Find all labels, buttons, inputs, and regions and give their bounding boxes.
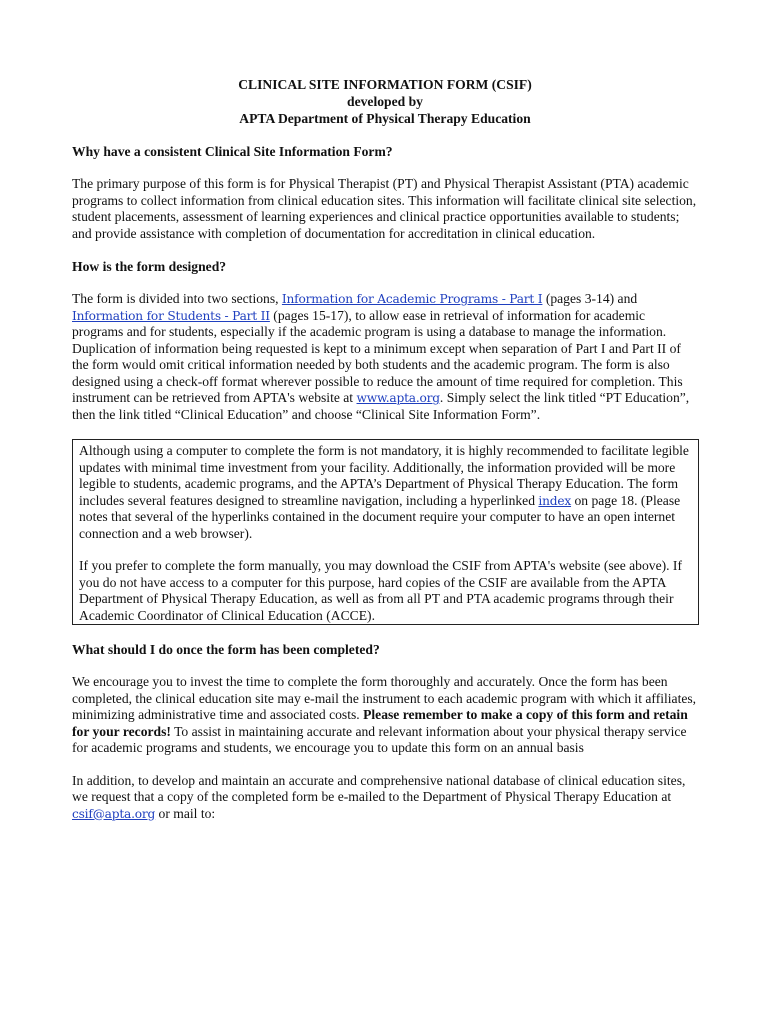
notice-paragraph-computer [79, 443, 693, 542]
notice-text-1: Although using a computer to complete the form is not mandatory, it is highly recommended to facilitate legible updates with minimal time investment from your facility. Additionally, the information provided will be more legible to students, academic programs, and the APTA’s Department of Physical Therapy Education. The form includes several features designed to streamline navigation, including a hyperlinked [79, 443, 689, 508]
heading-completed: What should I do once the form has been completed? [72, 642, 380, 657]
title-line-3: APTA Department of Physical Therapy Education [239, 111, 531, 126]
link-students-part-2[interactable]: Information for Students - Part II [72, 308, 270, 323]
document-title [72, 76, 698, 127]
paragraph-design [72, 291, 698, 423]
link-index[interactable]: index [538, 493, 572, 508]
completion-text-1: We encourage you to invest the time to complete the form thoroughly and accurately. Once the form has been completed, the clinical education site may e-mail the instrument to each academic program with which it affiliates, minimizing administrative time and associated costs. [72, 674, 697, 722]
notice-text-2: on page 18. (Please notes that several of the hyperlinks contained in the document require your computer to have an open internet connection and a web browser). [79, 492, 681, 541]
link-apta-website[interactable]: www.apta.org [356, 391, 440, 405]
design-text-1: The form is divided into two sections, [72, 291, 282, 306]
database-text-1: In addition, to develop and maintain an accurate and comprehensive national database of clinical education sites, we request that a copy of the completed form be e-mailed to the Department of Physical Therapy Education at [72, 772, 686, 804]
design-text-4: . Simply select the link titled “PT Education”, then the link titled “Clinical Education” and choose “Clinical Site Information Form”. [72, 390, 690, 422]
heading-how: How is the form designed? [72, 259, 227, 274]
database-text-2: or mail to: [155, 805, 216, 821]
notice-box [72, 439, 699, 625]
document-page [72, 76, 698, 838]
design-text-3: (pages 15-17), to allow ease in retrieval of information for academic programs and for students, especially if the academic program is using a database to manage the information. Duplication of information being requested is kept to a minimum except when separation of Part I and Part II of the form would omit critical information needed by both students and the academic program. The form is also designed using a check-off format wherever possible to reduce the amount of time required for completion. This instrument can be retrieved from APTA's website at [72, 307, 683, 405]
paragraph-database [72, 773, 698, 823]
paragraph-completion [72, 674, 698, 757]
heading-why: Why have a consistent Clinical Site Information Form? [72, 144, 393, 159]
link-email[interactable]: csif@apta.org [72, 806, 156, 821]
paragraph-purpose: The primary purpose of this form is for Physical Therapist (PT) and Physical Therapist Assistant (PTA) academic programs to collect information from clinical education sites. This information will facilitate clinical site selection, student placements, assessment of learning experiences and clinical practice opportunities available to students; and provide assistance with completion of documentation for accreditation in clinical education. [72, 176, 697, 241]
design-text-2: (pages 3-14) and [542, 291, 638, 306]
title-line-1: CLINICAL SITE INFORMATION FORM (CSIF) [238, 77, 532, 92]
notice-paragraph-manual: If you prefer to complete the form manually, you may download the CSIF from APTA's website (see above). If you do not have access to a computer for this purpose, hard copies of the CSIF are available from the APTA Department of Physical Therapy Education, as well as from all PT and PTA academic programs through their Academic Coordinator of Clinical Education (ACCE). [79, 558, 682, 623]
title-line-2: developed by [347, 94, 423, 109]
link-academic-programs-part-1[interactable]: Information for Academic Programs - Part I [281, 292, 543, 306]
reminder-bold: Please remember to make a copy of this form and retain for your records! [72, 707, 688, 739]
completion-text-2: To assist in maintaining accurate and relevant information about your physical therapy service for academic programs and students, we encourage you to update this form on an annual basis [72, 723, 687, 755]
